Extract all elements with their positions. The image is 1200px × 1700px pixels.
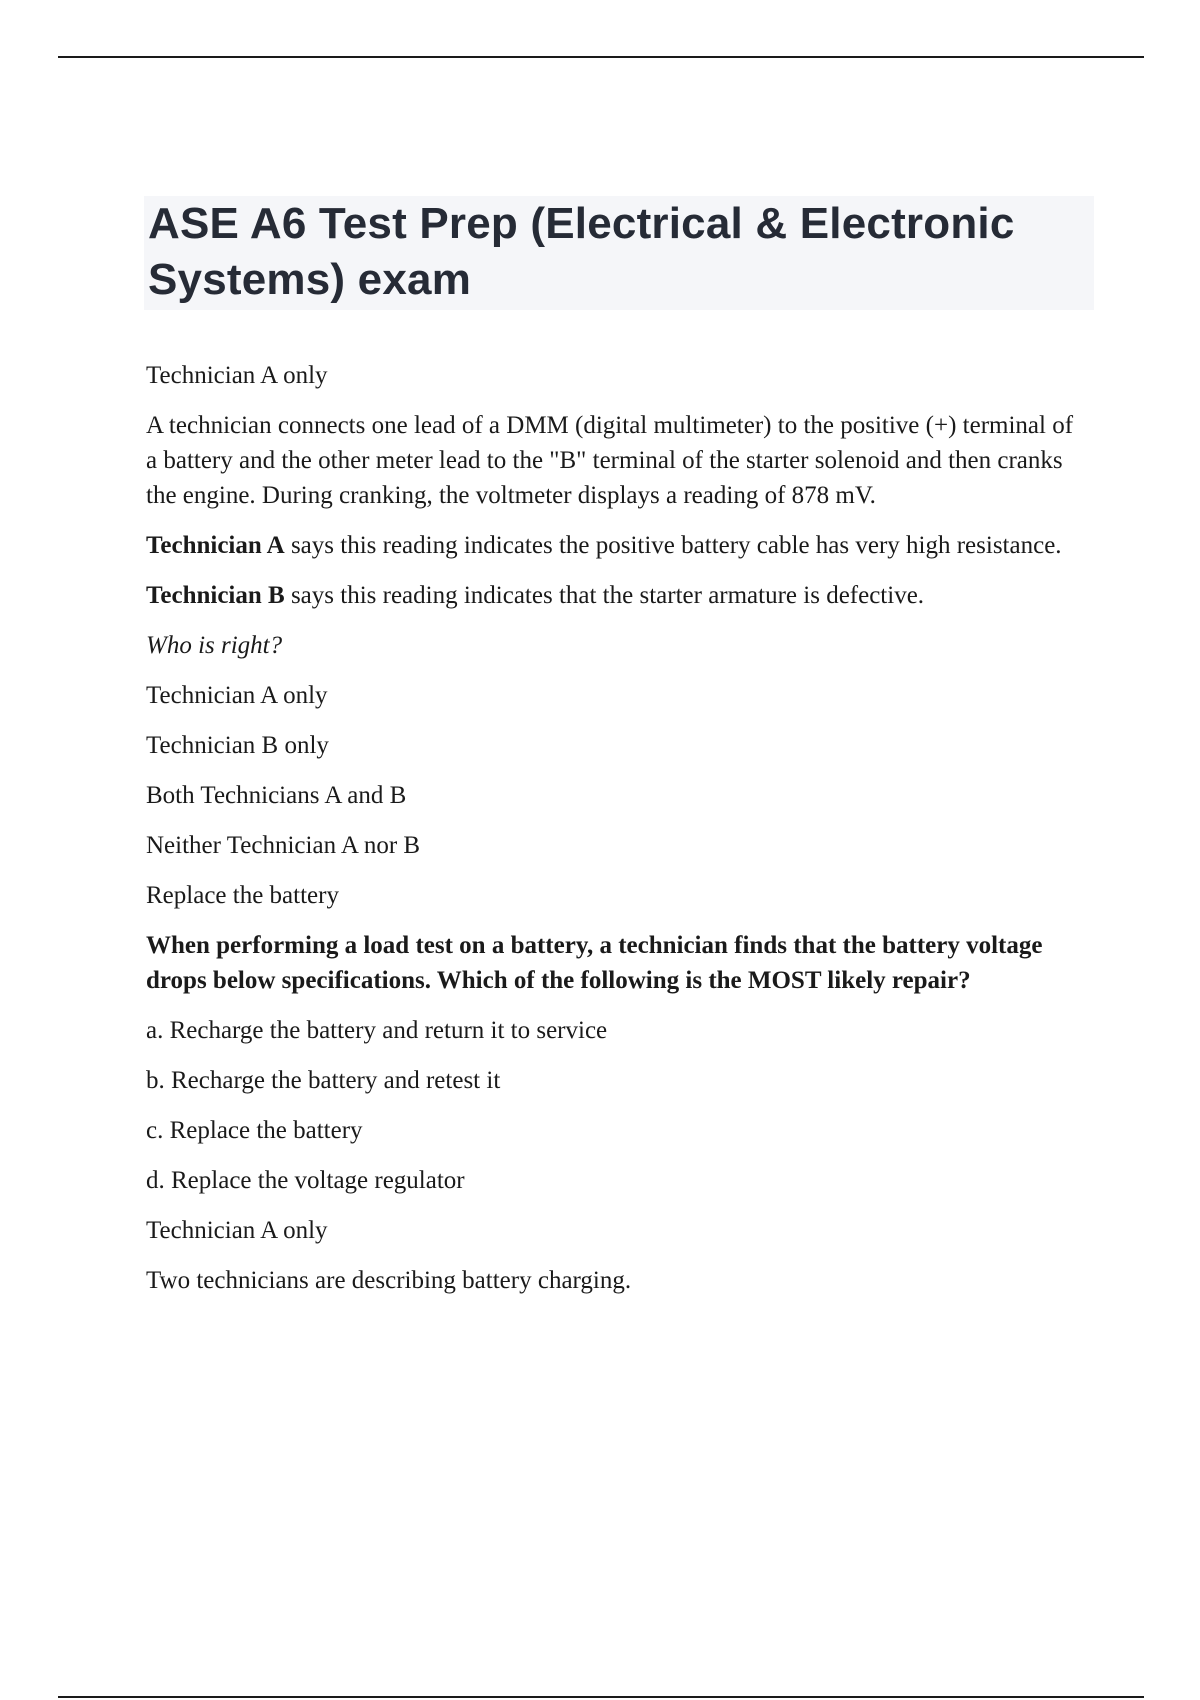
technician-a-label: Technician A (146, 532, 285, 559)
q1-prompt: Who is right? (146, 632, 283, 659)
q1-technician-a-statement (146, 528, 1086, 563)
q1-option: Both Technicians A and B (146, 782, 407, 809)
q1-stem: A technician connects one lead of a DMM (digital multimeter) to the positive (+) terminal of a battery and the other meter lead to the "B" terminal of the starter solenoid and then cranks the engine. During cranking, the voltmeter displays a reading of 878 mV. (146, 412, 1074, 509)
q2-answer: Replace the battery (146, 882, 339, 909)
header-rule (58, 56, 1144, 58)
q1-technician-b-statement (146, 578, 1086, 613)
q3-answer: Technician A only (146, 1217, 328, 1244)
footer-rule (58, 1696, 1144, 1698)
document-body (146, 358, 1086, 1313)
q1-option: Technician B only (146, 732, 329, 759)
q3-stem: Two technicians are describing battery charging. (146, 1267, 632, 1294)
q2-stem: When performing a load test on a battery, a technician finds that the battery voltage drops below specifications. Which of the following is the MOST likely repair? (146, 932, 1043, 994)
q1-option: Technician A only (146, 682, 328, 709)
technician-b-text: says this reading indicates that the starter armature is defective. (284, 582, 925, 609)
technician-a-text: says this reading indicates the positive battery cable has very high resistance. (284, 532, 1062, 559)
q2-option: d. Replace the voltage regulator (146, 1167, 465, 1194)
q2-option: a. Recharge the battery and return it to service (146, 1017, 608, 1044)
q2-option: b. Recharge the battery and retest it (146, 1067, 501, 1094)
technician-b-label: Technician B (146, 582, 285, 609)
q1-answer: Technician A only (146, 362, 328, 389)
document-title: ASE A6 Test Prep (Electrical & Electronic Systems) exam (148, 199, 1015, 304)
q1-option: Neither Technician A nor B (146, 832, 421, 859)
title-block (144, 196, 1094, 310)
q2-option: c. Replace the battery (146, 1117, 363, 1144)
